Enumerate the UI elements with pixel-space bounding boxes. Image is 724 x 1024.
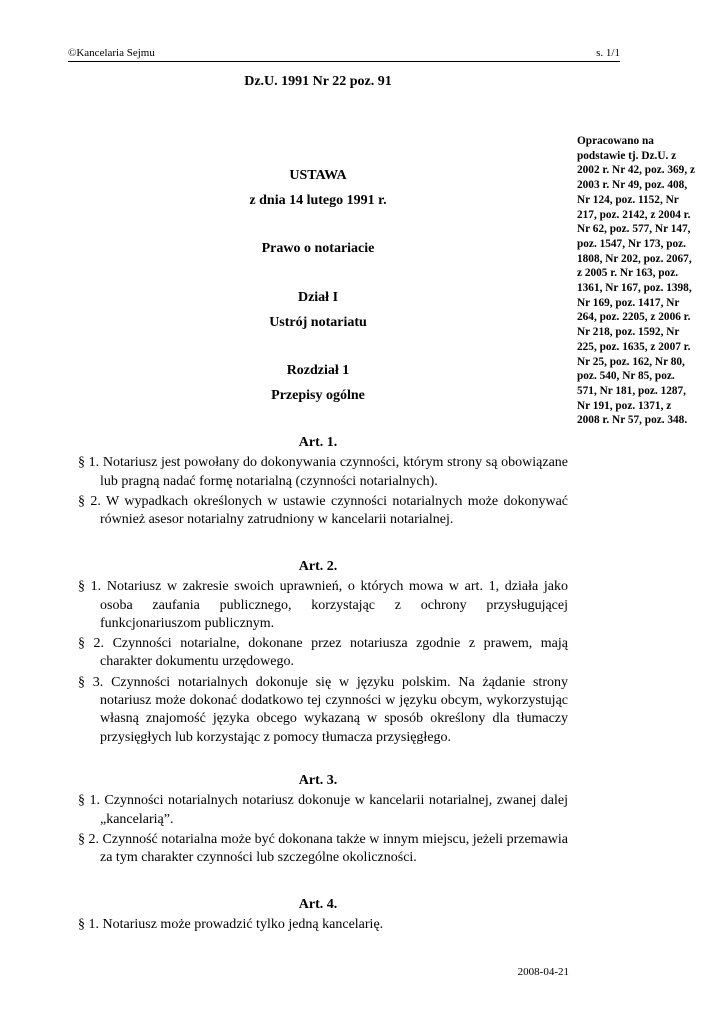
publisher-label: ©Kancelaria Sejmu (68, 47, 155, 59)
article-paragraph: § 2. Czynność notarialna może być dokonana także w innym miejscu, jeżeli przemawia za tym charakter czynności lub szczególne okoliczności. (78, 831, 568, 866)
article-paragraph: § 1. Notariusz może prowadzić tylko jedną kancelarię. (78, 917, 384, 933)
article-title: Art. 1. (298, 435, 338, 450)
article-paragraph: § 3. Czynności notarialnych dokonuje się w języku polskim. Na żądanie strony notariusz może dokonać dodatkowo tej czynności w języku obcym, wykorzystując własną znajomość języka obcego wykazaną w sposób określony dla tłumaczy przysięgłych lub korzystając z pomocy tłumacza przysięgłego. (78, 674, 568, 745)
act-type-title: USTAWA (289, 168, 347, 183)
doc-reference: Dz.U. 1991 Nr 22 poz. 91 (244, 74, 392, 89)
act-name: Prawo o notariacie (261, 241, 375, 256)
article-title: Art. 2. (298, 559, 338, 574)
article-title: Art. 4. (298, 897, 338, 912)
article-paragraph: § 2. W wypadkach określonych w ustawie czynności notarialnych może dokonywać również asesor notarialny zatrudniony w kancelarii notarialnej. (78, 493, 568, 528)
chapter-label: Rozdział 1 (286, 363, 350, 378)
article-paragraph: § 1. Notariusz w zakresie swoich uprawnień, o których mowa w art. 1, działa jako osoba zaufania publicznego, korzystając z ochrony przysługującej funkcjonariuszom publicznym. (78, 579, 568, 631)
article-paragraph: § 2. Czynności notarialne, dokonane przez notariusza zgodnie z prawem, mają charakter dokumentu urzędowego. (78, 636, 568, 670)
article-title: Art. 3. (298, 773, 338, 788)
act-date: z dnia 14 lutego 1991 r. (249, 193, 387, 208)
chapter-name: Przepisy ogólne (271, 388, 365, 403)
source-note: Opracowano na podstawie tj. Dz.U. z 2002 r. Nr 42, poz. 369, z 2003 r. Nr 49, poz. 408, Nr 124, poz. 1152, Nr 217, poz. 2142, z 2004 r. Nr 62, poz. 577, Nr 147, poz. 1547, Nr 173, poz. 1808, Nr 202, poz. 2067, z 2005 r. Nr 163, poz. 1361, Nr 167, poz. 1398, Nr 169, poz. 1417, Nr 264, poz. 2205, z 2006 r. Nr 218, poz. 1592, Nr 225, poz. 1635, z 2007 r. Nr 25, poz. 162, Nr 80, poz. 540, Nr 85, poz. 571, Nr 181, poz. 1287, Nr 191, poz. 1371, z 2008 r. Nr 57, poz. 348. (577, 135, 695, 427)
article-2 (68, 558, 568, 749)
footer-date: 2008-04-21 (517, 966, 569, 978)
article-3 (68, 772, 568, 869)
division-name: Ustrój notariatu (269, 315, 367, 330)
page-number: s. 1/1 (596, 47, 620, 59)
article-1 (68, 434, 568, 531)
article-paragraph: § 1. Czynności notarialnych notariusz dokonuje w kancelarii notarialnej, zwanej dalej „kancelarią”. (78, 793, 568, 827)
division-label: Dział I (297, 290, 339, 305)
article-paragraph: § 1. Notariusz jest powołany do dokonywania czynności, którym strony są obowiązane lub pragną nadać formę notarialną (czynności notarialnych). (78, 455, 568, 489)
article-4 (68, 896, 568, 937)
page-header (68, 47, 620, 62)
